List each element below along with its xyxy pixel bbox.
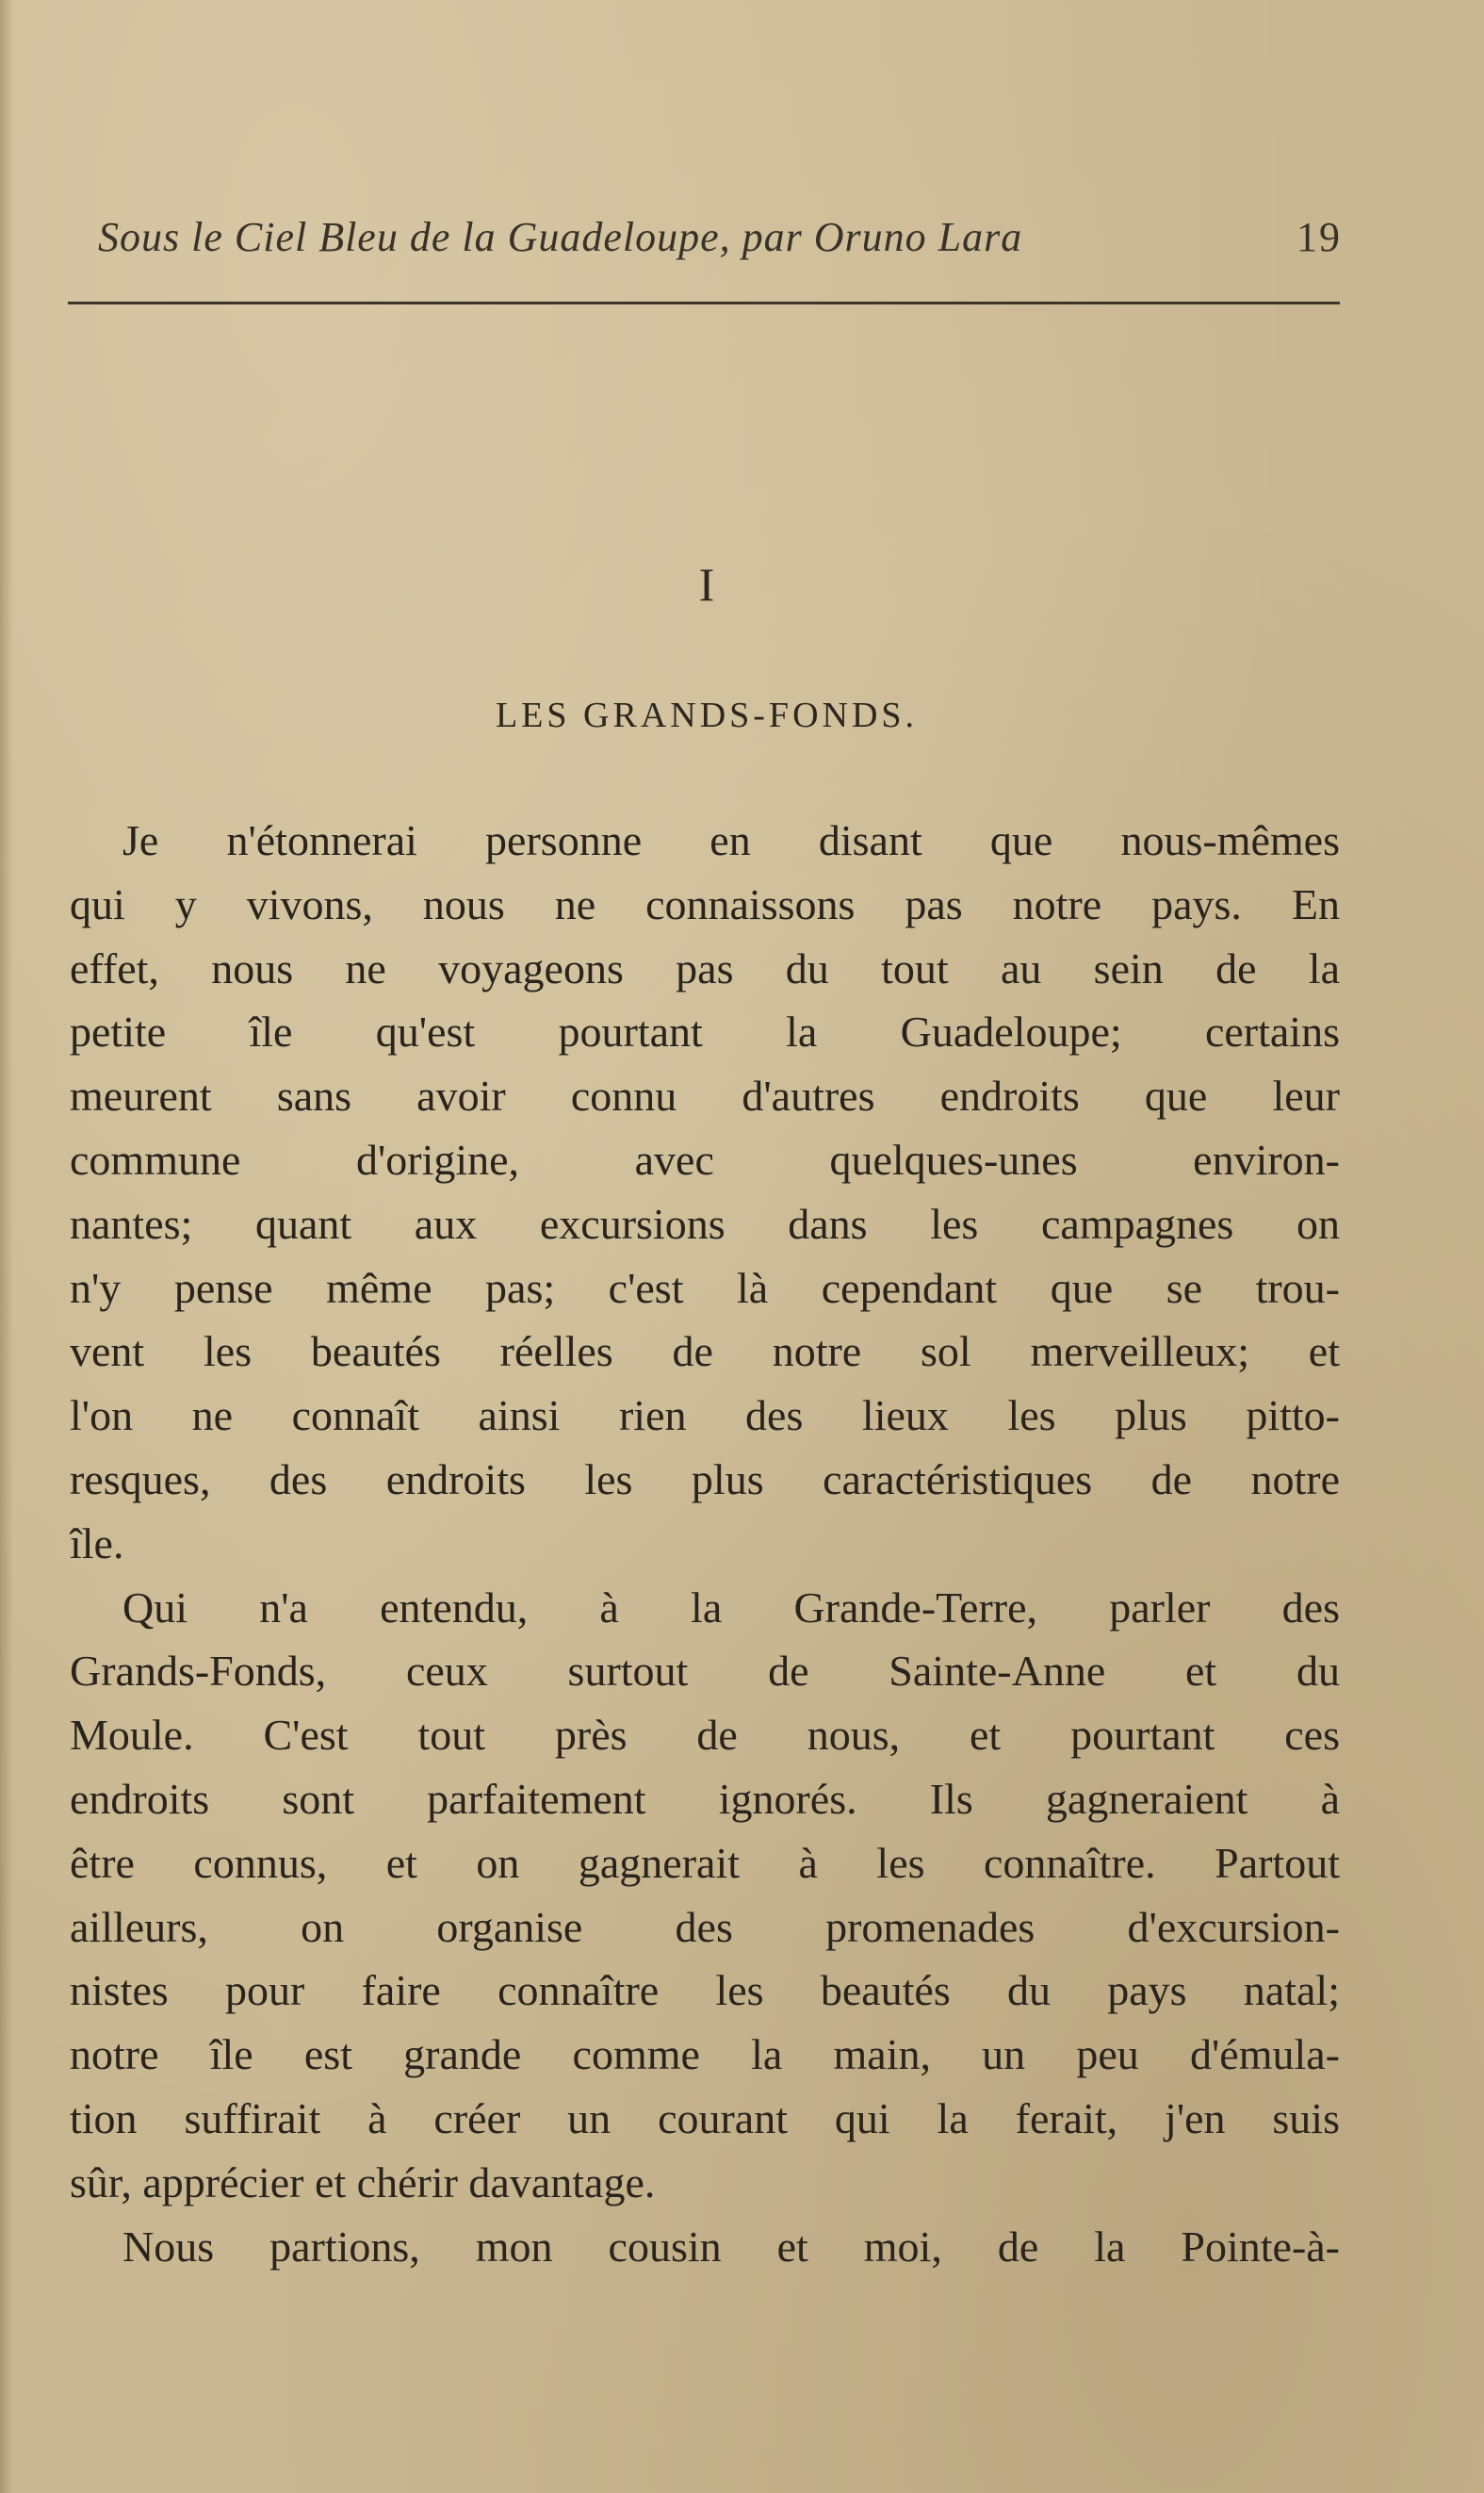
chapter-title: LES GRANDS-FONDS. [495,696,919,735]
text-line: ailleurs, on organise des promenades d'excursion- [70,1902,1340,1951]
text-line: meurent sans avoir connu d'autres endroits que leur [70,1072,1340,1121]
body-text [70,809,1340,2278]
text-line: tion suffirait à créer un courant qui la ferait, j'en suis [70,2093,1340,2142]
text-line: nantes; quant aux excursions dans les campagnes on [70,1199,1340,1248]
text-line: n'y pense même pas; c'est là cependant que se trou- [70,1263,1340,1312]
text-line: Nous partions, mon cousin et moi, de la Pointe-à- [122,2222,1340,2271]
running-title: Sous le Ciel Bleu de la Guadeloupe, par Oruno Lara [98,214,1023,260]
page-number: 19 [1296,214,1342,260]
text-line: endroits sont parfaitement ignorés. Ils gagneraient à [70,1774,1340,1823]
text-line: resques, des endroits les plus caractéristiques de notre [70,1454,1340,1503]
text-line: Moule. C'est tout près de nous, et pourtant ces [70,1711,1340,1760]
text-line: Grands-Fonds, ceux surtout de Sainte-Anne et du [70,1647,1340,1696]
chapter-number: I [698,558,715,611]
text-line: petite île qu'est pourtant la Guadeloupe; certains [70,1008,1340,1057]
text-line: nistes pour faire connaître les beautés du pays natal; [70,1966,1340,2015]
text-line: sûr, apprécier et chérir davantage. [70,2157,656,2206]
text-line: notre île est grande comme la main, un peu d'émula- [70,2030,1340,2079]
text-line: île. [70,1518,124,1567]
text-line: qui y vivons, nous ne connaissons pas notre pays. En [70,879,1340,928]
text-line: l'on ne connaît ainsi rien des lieux les plus pitto- [70,1391,1340,1440]
page-edge-shadow [0,0,13,2493]
text-line: commune d'origine, avec quelques-unes environ- [70,1135,1340,1184]
text-line: être connus, et on gagnerait à les connaître. Partout [70,1838,1340,1887]
text-line: vent les beautés réelles de notre sol merveilleux; et [70,1327,1340,1376]
header-rule [68,302,1340,304]
text-line: effet, nous ne voyageons pas du tout au sein de la [70,943,1340,992]
running-head [98,209,1342,266]
text-line: Je n'étonnerai personne en disant que nous-mêmes [122,816,1340,864]
text-line: Qui n'a entendu, à la Grande-Terre, parler des [122,1583,1340,1632]
